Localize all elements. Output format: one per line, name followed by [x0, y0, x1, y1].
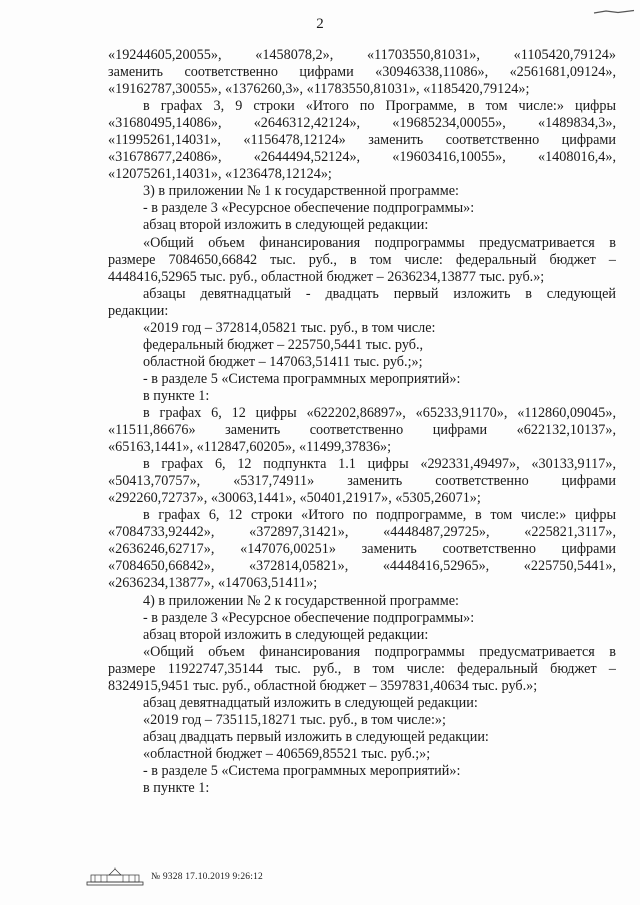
text-line: в пункте 1:	[143, 780, 210, 797]
text-line: - в разделе 3 «Ресурсное обеспечение подпрограммы»:	[143, 200, 475, 217]
text-line: «Общий объем финансирования подпрограммы предусматривается в	[143, 234, 616, 251]
text-line: «12075261,14031», «1236478,12124»;	[108, 166, 332, 183]
text-line: «2019 год – 372814,05821 тыс. руб., в том числе:	[143, 319, 436, 336]
government-building-icon	[85, 867, 145, 887]
text-line: - в разделе 5 «Система программных мероприятий»:	[143, 370, 461, 387]
text-line: «2636234,13877», «147063,51411»;	[108, 575, 318, 592]
text-line: «Общий объем финансирования подпрограммы предусматривается в	[143, 643, 616, 660]
text-line: абзацы девятнадцатый - двадцать первый изложить в следующей	[143, 285, 616, 302]
text-line: абзац второй изложить в следующей редакции:	[143, 626, 429, 643]
text-line: абзац девятнадцатый изложить в следующей редакции:	[143, 694, 478, 711]
text-line: 3) в приложении № 1 к государственной программе:	[143, 183, 459, 200]
text-line: «31678677,24086», «2644494,52124», «19603416,10055», «1408016,4»,	[108, 149, 616, 166]
text-line: абзац двадцать первый изложить в следующей редакции:	[143, 728, 489, 745]
text-line: «19162787,30055», «1376260,3», «11783550,81031», «1185420,79124»;	[108, 81, 530, 98]
text-line: «2019 год – 735115,18271 тыс. руб., в том числе:»;	[143, 711, 446, 728]
text-line: «7084733,92442», «372897,31421», «4448487,29725», «225821,3117»,	[108, 524, 616, 541]
text-line: в графах 6, 12 цифры «622202,86897», «65233,91170», «112860,09045»,	[143, 404, 616, 421]
document-footer	[85, 866, 263, 888]
text-line: областной бюджет – 147063,51411 тыс. руб.;»;	[143, 353, 423, 370]
text-line: абзац второй изложить в следующей редакции:	[143, 217, 429, 234]
text-line: «19244605,20055», «1458078,2», «11703550,81031», «1105420,79124»	[108, 47, 616, 63]
text-line: в пункте 1:	[143, 387, 210, 404]
text-line: «292260,72737», «30063,1441», «50401,21917», «5305,26071»;	[108, 490, 481, 507]
text-line: 4448416,52965 тыс. руб., областной бюджет – 2636234,13877 тыс. руб.»;	[108, 268, 545, 285]
text-line: редакции:	[108, 302, 169, 319]
text-line: - в разделе 5 «Система программных мероприятий»:	[143, 762, 461, 779]
text-line: «65163,1441», «112847,60205», «11499,37836»;	[108, 439, 392, 456]
text-line: в графах 6, 12 подпункта 1.1 цифры «292331,49497», «30133,9117»,	[143, 456, 616, 473]
text-line: в графах 3, 9 строки «Итого по Программе, в том числе:» цифры	[143, 98, 616, 115]
text-line: заменить соответственно цифрами «30946338,11086», «2561681,09124»,	[108, 64, 616, 81]
text-line: размере 11922747,35144 тыс. руб., в том числе: федеральный бюджет –	[108, 660, 616, 677]
scan-corner-mark	[592, 2, 636, 8]
page-number: 2	[316, 16, 324, 32]
text-line: «11995261,14031», «1156478,12124» заменить соответственно цифрами	[108, 132, 616, 149]
text-line: в графах 6, 12 строки «Итого по подпрограмме, в том числе:» цифры	[143, 507, 616, 524]
text-line: «31680495,14086», «2646312,42124», «19685234,00055», «1489834,3»,	[108, 115, 616, 132]
text-line: «11511,86676» заменить соответственно цифрами «622132,10137»,	[108, 422, 616, 439]
registration-stamp-text: № 9328 17.10.2019 9:26:12	[151, 872, 263, 882]
text-line: 4) в приложении № 2 к государственной программе:	[143, 592, 459, 609]
text-line: «областной бюджет – 406569,85521 тыс. руб.;»;	[143, 745, 431, 762]
text-line: «2636246,62717», «147076,00251» заменить соответственно цифрами	[108, 541, 616, 558]
text-line: - в разделе 3 «Ресурсное обеспечение подпрограммы»:	[143, 609, 475, 626]
text-line: «50413,70757», «5317,74911» заменить соответственно цифрами	[108, 473, 616, 490]
text-line: 8324915,9451 тыс. руб., областной бюджет – 3597831,40634 тыс. руб.»;	[108, 677, 538, 694]
document-body	[108, 47, 616, 797]
text-line: размере 7084650,66842 тыс. руб., в том числе: федеральный бюджет –	[108, 251, 616, 268]
text-line: федеральный бюджет – 225750,5441 тыс. руб.,	[143, 336, 424, 353]
text-line: «7084650,66842», «372814,05821», «4448416,52965», «225750,5441»,	[108, 558, 616, 575]
